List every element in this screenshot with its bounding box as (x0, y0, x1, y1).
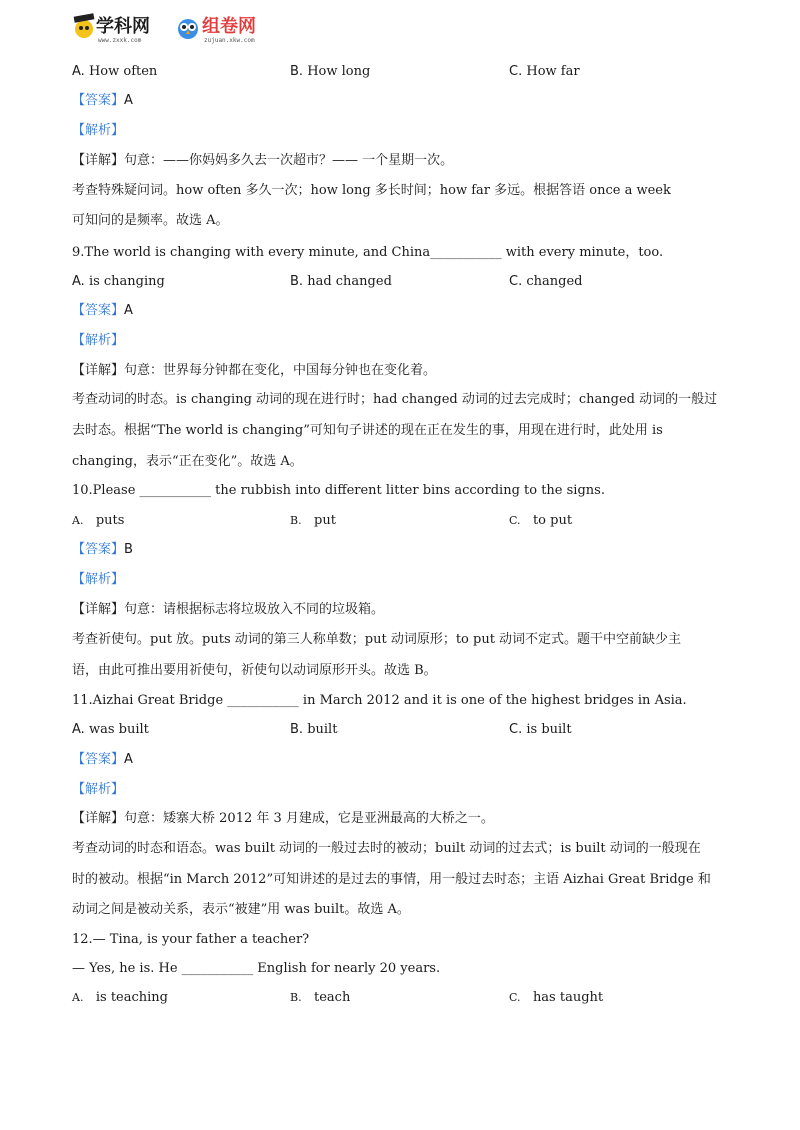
option-b: B. had changed (290, 274, 392, 289)
detail-line: 语，由此可推出要用祈使句，祈使句以动词原形开头。故选 B。 (72, 663, 437, 678)
detail-line: 【详解】句意：请根据标志将垃圾放入不同的垃圾箱。 (72, 602, 385, 617)
detail-line: 考查动词的时态和语态。was built 动词的一般过去时的被动；built 动词的过去式；is built 动词的一般现在 (72, 841, 701, 856)
option-a: A. How often (72, 64, 158, 79)
analysis-label: 【解析】 (72, 572, 125, 587)
question-stem: 10.Please ___________ the rubbish into different litter bins according to the signs. (72, 483, 605, 498)
option-c: C. has taught (509, 990, 604, 1005)
detail-line: 考查动词的时态。is changing 动词的现在进行时；had changed 动词的过去完成时；changed 动词的一般过 (72, 392, 718, 407)
zujuan-logo (176, 10, 276, 48)
option-c: C. to put (509, 513, 573, 528)
analysis-label: 【解析】 (72, 782, 125, 797)
detail-line: 动词之间是被动关系，表示“被建”用 was built。故选 A。 (72, 902, 410, 917)
answer-line: 【答案】B (72, 542, 133, 557)
question-stem: 11.Aizhai Great Bridge ___________ in March 2012 and it is one of the highest bridges in Asia. (72, 693, 687, 708)
detail-line: 【详解】句意：世界每分钟都在变化，中国每分钟也在变化着。 (72, 363, 437, 378)
zxxk-logo-text: 学科网 (96, 16, 150, 37)
option-c: C. changed (509, 274, 583, 289)
detail-line: 考查祈使句。put 放。puts 动词的第三人称单数；put 动词原形；to put 动词不定式。题干中空前缺少主 (72, 632, 682, 647)
option-c: C. How far (509, 64, 580, 79)
question-stem: 12.— Tina, is your father a teacher? (72, 932, 310, 947)
answer-line: 【答案】A (72, 93, 133, 108)
option-a: A. is teaching (72, 990, 168, 1005)
detail-line: 考查特殊疑问词。how often 多久一次；how long 多长时间；how far 多远。根据答语 once a week (72, 183, 671, 198)
detail-line: changing，表示“正在变化”。故选 A。 (72, 454, 303, 469)
analysis-label: 【解析】 (72, 333, 125, 348)
owl-icon (176, 12, 200, 42)
header-logos (72, 10, 332, 48)
detail-line: 去时态。根据“The world is changing”可知句子讲述的现在正在发生的事，用现在进行时，此处用 is (72, 423, 663, 438)
answer-line: 【答案】A (72, 303, 133, 318)
zxxk-logo-url: www.zxxk.com (98, 37, 142, 44)
detail-line: 【详解】句意：——你妈妈多久去一次超市？—— 一个星期一次。 (72, 153, 454, 168)
option-a: A. is changing (72, 274, 165, 289)
question-stem: — Yes, he is. He ___________ English for nearly 20 years. (72, 961, 441, 976)
zxxk-logo (72, 10, 172, 48)
option-b: B. teach (290, 990, 351, 1005)
detail-line: 【详解】句意：矮寨大桥 2012 年 3 月建成，它是亚洲最高的大桥之一。 (72, 811, 494, 826)
option-a: A. puts (72, 513, 125, 528)
option-b: B. built (290, 722, 338, 737)
option-c: C. is built (509, 722, 572, 737)
option-b: B. How long (290, 64, 371, 79)
zujuan-logo-text: 组卷网 (202, 16, 256, 37)
question-stem: 9.The world is changing with every minute, and China___________ with every minute，too. (72, 245, 664, 260)
detail-line: 时的被动。根据“in March 2012”可知讲述的是过去的事情，用一般过去时态；主语 Aizhai Great Bridge 和 (72, 872, 711, 887)
zujuan-logo-url: zujuan.xkw.com (204, 37, 255, 44)
detail-line: 可知问的是频率。故选 A。 (72, 213, 229, 228)
option-b: B. put (290, 513, 336, 528)
option-a: A. was built (72, 722, 149, 737)
mascot-icon (72, 12, 96, 42)
analysis-label: 【解析】 (72, 123, 125, 138)
answer-line: 【答案】A (72, 752, 133, 767)
